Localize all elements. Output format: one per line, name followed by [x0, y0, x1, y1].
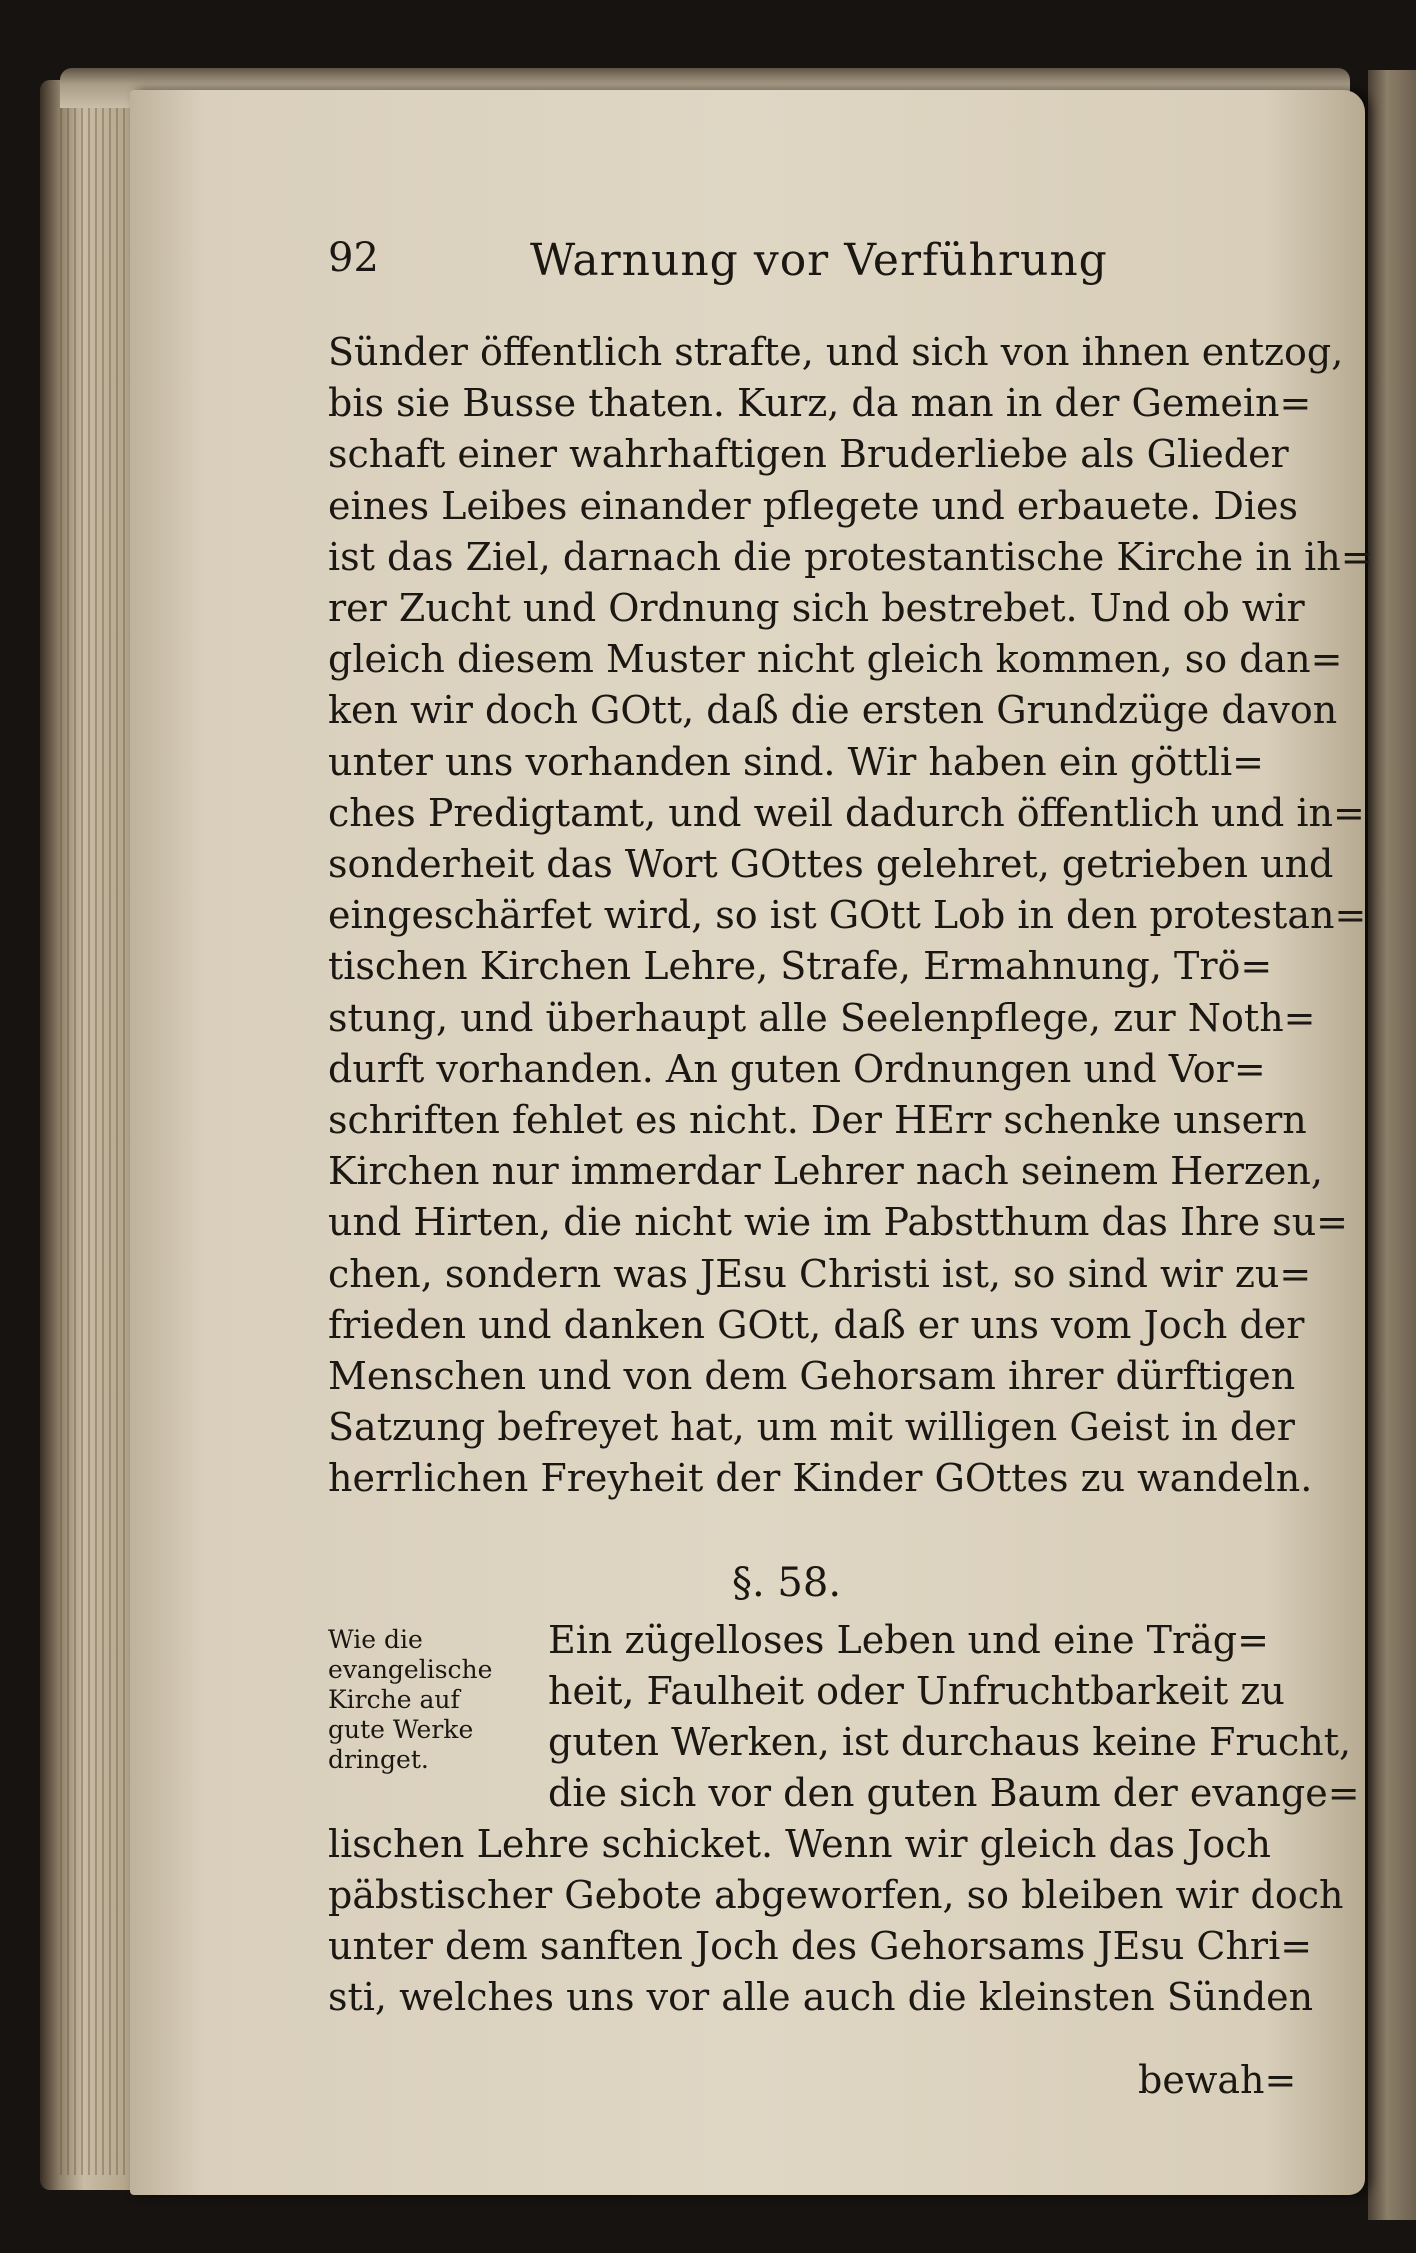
text-line: guten Werken, ist durchaus keine Frucht,	[548, 1720, 1352, 1764]
text-line: eines Leibes einander pflegete und erbauete. Dies	[328, 483, 1299, 528]
text-line: die sich vor den guten Baum der evange=	[548, 1771, 1360, 1815]
text-line: Menschen und von dem Gehorsam ihrer dürftigen	[328, 1354, 1296, 1398]
text-line: Ein zügelloses Leben und eine Träg=	[548, 1618, 1269, 1662]
text-line: ches Predigtamt, und weil dadurch öffentlich und in=	[328, 790, 1365, 835]
margin-note-line: Wie die	[328, 1625, 423, 1654]
text-line: herrlichen Freyheit der Kinder GOttes zu wandeln.	[328, 1456, 1313, 1501]
text-line: Satzung befreyet hat, um mit willigen Geist in der	[328, 1405, 1295, 1450]
text-line: ken wir doch GOtt, daß die ersten Grundzüge davon	[328, 688, 1338, 733]
text-line: sti, welches uns vor alle auch die kleinsten Sünden	[328, 1975, 1314, 2019]
text-line: unter dem sanften Joch des Gehorsams JEsu Chri=	[328, 1924, 1313, 1968]
facing-page-edge	[1368, 70, 1416, 2220]
page-stack-lines	[60, 95, 140, 2175]
text-line: und Hirten, die nicht wie im Pabstthum das Ihre su=	[328, 1200, 1349, 1245]
page-number: 92	[328, 235, 379, 281]
text-line: Kirchen nur immerdar Lehrer nach seinem Herzen,	[328, 1149, 1323, 1194]
text-line: ist das Ziel, darnach die protestantische Kirche in ih=	[328, 534, 1373, 579]
running-title: Warnung vor Verführung	[530, 235, 1108, 286]
text-line: frieden und danken GOtt, daß er uns vom Joch der	[328, 1302, 1305, 1347]
text-line: chen, sondern was JEsu Christi ist, so sind wir zu=	[328, 1251, 1312, 1296]
margin-note-line: dringet.	[328, 1745, 429, 1774]
text-line: bis sie Busse thaten. Kurz, da man in der Gemein=	[328, 381, 1312, 426]
text-line: schriften fehlet es nicht. Der HErr schenke unsern	[328, 1098, 1307, 1142]
text-line: päbstischer Gebote abgeworfen, so bleiben wir doch	[328, 1873, 1344, 1917]
text-line: heit, Faulheit oder Unfruchtbarkeit zu	[548, 1669, 1285, 1713]
text-line: rer Zucht und Ordnung sich bestrebet. Und ob wir	[328, 586, 1305, 630]
text-line: stung, und überhaupt alle Seelenpflege, zur Noth=	[328, 995, 1316, 1040]
section-heading: §. 58.	[732, 1560, 842, 1606]
text-line: gleich diesem Muster nicht gleich kommen, so dan=	[328, 637, 1343, 682]
text-line: sonderheit das Wort GOttes gelehret, getrieben und	[328, 842, 1334, 886]
margin-note-line: gute Werke	[328, 1715, 474, 1744]
text-line: Sünder öffentlich strafte, und sich von ihnen entzog,	[328, 330, 1344, 374]
text-line: eingeschärfet wird, so ist GOtt Lob in den protestan=	[328, 893, 1367, 938]
text-line: lischen Lehre schicket. Wenn wir gleich das Joch	[328, 1822, 1271, 1866]
text-line: schaft einer wahrhaftigen Bruderliebe als Glieder	[328, 432, 1289, 477]
catchword: bewah=	[1138, 2058, 1297, 2102]
margin-note-line: Kirche auf	[328, 1685, 460, 1714]
margin-note-line: evangelische	[328, 1655, 493, 1684]
text-line: tischen Kirchen Lehre, Strafe, Ermahnung, Trö=	[328, 944, 1273, 989]
text-line: durft vorhanden. An guten Ordnungen und Vor=	[328, 1046, 1266, 1091]
text-line: unter uns vorhanden sind. Wir haben ein göttli=	[328, 739, 1264, 784]
